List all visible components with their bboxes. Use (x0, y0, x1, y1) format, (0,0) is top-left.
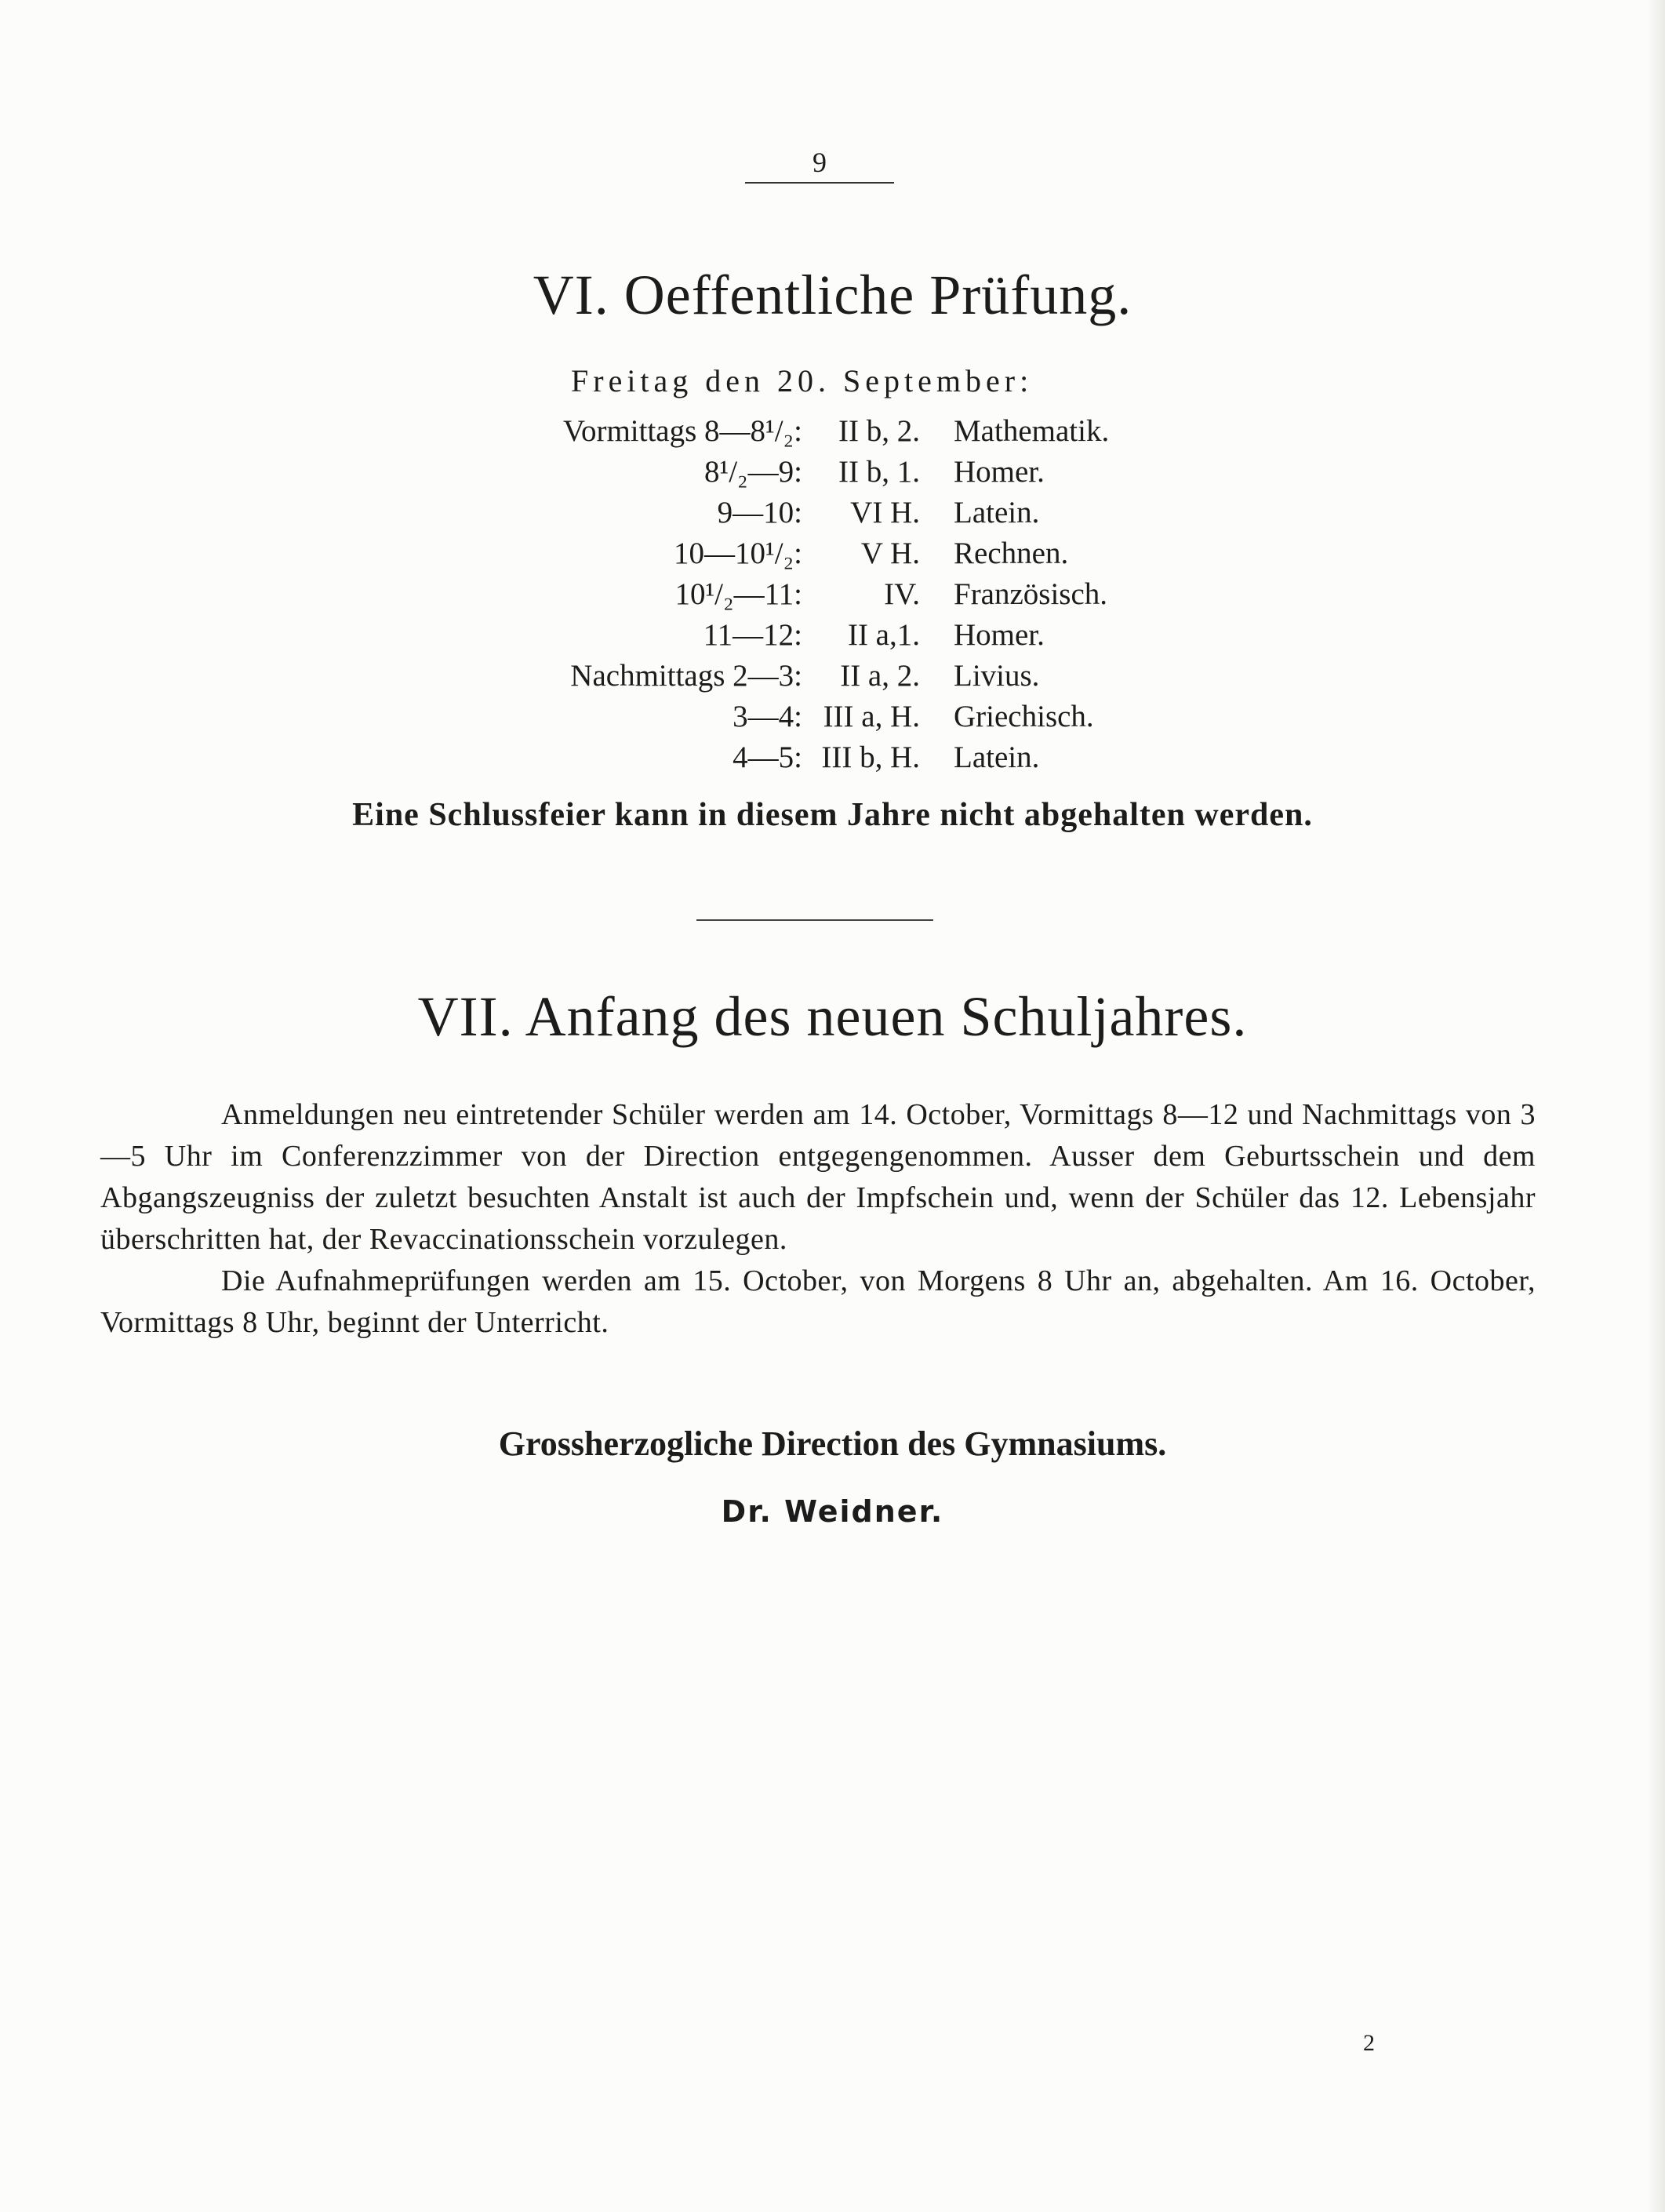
schedule-class: V H. (860, 537, 920, 570)
entrance-exam-paragraph: Die Aufnahmeprüfungen werden am 15. October, von Morgens 8 Uhr an, abgehalten. Am 16. October, Vormittags 8 Uhr, beginnt der Unterricht. (100, 1264, 1536, 1339)
schedule-time: Vormittags 8—8¹/₂: (562, 414, 802, 448)
schedule-time: 3—4: (733, 700, 802, 733)
schedule-subject: Latein. (954, 740, 1040, 774)
page-edge-shadow (1647, 0, 1665, 2212)
enrollment-paragraph: Anmeldungen neu eintretender Schüler werden am 14. October, Vormittags 8—12 und Nachmittags von 3—5 Uhr im Conferenzzimmer von der Direction entgegengenommen. Ausser dem Geburtsschein und dem Abgangszeugniss der zuletzt besuchten Anstalt ist auch der Impfschein und, wenn der Schüler das 12. Lebensjahr überschritten hat, der Revaccinationsschein vorzulegen. (100, 1098, 1536, 1256)
schedule-subject: Mathematik. (954, 414, 1110, 448)
schedule-class: II b, 1. (838, 455, 920, 489)
schedule-row (0, 617, 1665, 658)
schedule-time: 4—5: (733, 740, 802, 774)
exam-date-line: Freitag den 20. September: (571, 363, 1034, 398)
schedule-time: Nachmittags 2—3: (570, 659, 802, 693)
signer-name: Dr. Weidner. (721, 1494, 944, 1529)
schedule-subject: Rechnen. (954, 537, 1069, 570)
schedule-class: IV. (884, 577, 920, 611)
schedule-class: III b, H. (821, 740, 920, 774)
schedule-time: 8¹/₂—9: (704, 455, 802, 489)
schedule-subject: Latein. (954, 496, 1040, 529)
schedule-subject: Homer. (954, 618, 1045, 652)
schedule-subject: Homer. (954, 455, 1045, 489)
section-vii-heading: VII. Anfang des neuen Schuljahres. (417, 985, 1248, 1048)
schedule-row (0, 495, 1665, 536)
signature-mark: 2 (1363, 2030, 1375, 2056)
schedule-row (0, 658, 1665, 699)
schedule-row (0, 536, 1665, 577)
schedule-class: II a,1. (847, 618, 920, 652)
section-vi-heading: VI. Oeffentliche Prüfung. (533, 264, 1132, 326)
schedule-subject: Französisch. (954, 577, 1108, 611)
schedule-time: 10¹/₂—11: (674, 577, 802, 611)
schedule-time: 9—10: (717, 496, 802, 529)
schedule-row (0, 577, 1665, 617)
section-divider (696, 919, 933, 921)
page-number: 9 (745, 146, 894, 184)
schedule-time: 11—12: (703, 618, 802, 652)
schedule-row (0, 454, 1665, 495)
signature-institution: Grossherzogliche Direction des Gymnasiums. (498, 1424, 1167, 1463)
schedule-subject: Griechisch. (954, 700, 1094, 733)
closing-note: Eine Schlussfeier kann in diesem Jahre nicht abgehalten werden. (352, 797, 1313, 833)
schedule-subject: Livius. (954, 659, 1040, 693)
schedule-class: II b, 2. (838, 414, 920, 448)
schedule-row (0, 413, 1665, 454)
schedule-row (0, 740, 1665, 780)
schedule-time: 10—10¹/₂: (674, 537, 802, 570)
schedule-row (0, 699, 1665, 740)
schedule-class: VI H. (850, 496, 920, 529)
schedule-class: II a, 2. (840, 659, 920, 693)
schedule-class: III a, H. (823, 700, 920, 733)
